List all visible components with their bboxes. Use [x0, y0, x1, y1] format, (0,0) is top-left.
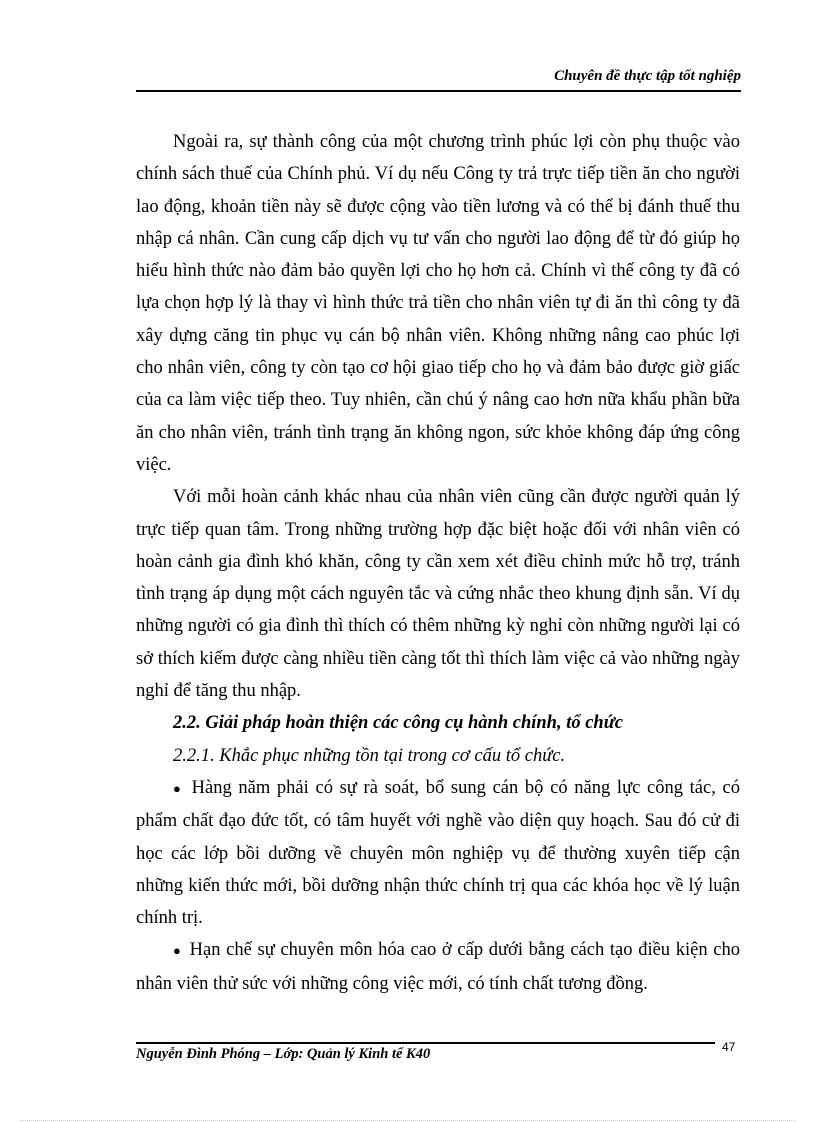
subsection-heading: 2.2.1. Khắc phục những tồn tại trong cơ cấu tổ chức.	[173, 745, 566, 766]
bullet-icon: ●	[173, 943, 182, 959]
bullet-icon: ●	[173, 780, 183, 796]
footer-divider	[136, 1042, 715, 1044]
header-title: Chuyên đề thực tập tốt nghiệp	[554, 68, 741, 84]
page-edge-divider	[20, 1120, 796, 1121]
paragraph-employee-circumstances: Với mỗi hoàn cảnh khác nhau của nhân viên cũng cần được người quản lý trực tiếp quan tâm. Trong những trường hợp đặc biệt hoặc đối với nhân viên có hoàn cảnh gia đình khó khăn, công ty cần xem xét điều chỉnh mức hỗ trợ, tránh tình trạng áp dụng một cách nguyên tắc và cứng nhắc theo khung định sẵn. Ví dụ những người có gia đình thì thích có thêm những kỳ nghỉ còn những người lại có sở thích kiếm được càng nhiều tiền càng tốt thì thích làm việc cả vào những ngày nghỉ để tăng thu nhập.	[136, 487, 740, 702]
page-number: 47	[722, 1040, 736, 1054]
bullet-text: Hàng năm phải có sự rà soát, bổ sung cán bộ có năng lực công tác, có phẩm chất đạo đức tốt, có tâm huyết với nghề vào diện quy hoạch. Sau đó cử đi học các lớp bồi dưỡng về chuyên môn nghiệp vụ để thường xuyên tiếp cận những kiến thức mới, bồi dưỡng nhận thức chính trị qua các khóa học về lý luận chính trị.	[136, 777, 740, 929]
bullet-item-review-staff	[136, 772, 740, 934]
footer-author: Nguyễn Đình Phóng – Lớp: Quản lý Kinh tế K40	[136, 1046, 431, 1062]
bullet-text: Hạn chế sự chuyên môn hóa cao ở cấp dưới bằng cách tạo điều kiện cho nhân viên thử sức với những công việc mới, có tính chất tương đồng.	[136, 940, 741, 994]
section-heading: 2.2. Giải pháp hoàn thiện các công cụ hành chính, tổ chức	[173, 713, 624, 734]
document-body	[136, 126, 740, 1000]
bullet-item-limit-specialization	[136, 934, 740, 1000]
paragraph-welfare-tax: Ngoài ra, sự thành công của một chương trình phúc lợi còn phụ thuộc vào chính sách thuế của Chính phủ. Ví dụ nếu Công ty trả trực tiếp tiền ăn cho người lao động, khoản tiền này sẽ được cộng vào tiền lương và có thể bị đánh thuế thu nhập cá nhân. Cần cung cấp dịch vụ tư vấn cho người lao động để từ đó giúp họ hiểu hình thức nào đảm bảo quyền lợi cho họ hơn cả. Chính vì thế công ty đã có lựa chọn hợp lý là thay vì hình thức trả tiền cho nhân viên tự đi ăn thì công ty đã xây dựng căng tin phục vụ cán bộ nhân viên. Không những nâng cao phúc lợi cho nhân viên, công ty còn tạo cơ hội giao tiếp cho họ và đảm bảo được giờ giấc của ca làm việc tiếp theo. Tuy nhiên, cần chú ý nâng cao hơn nữa khẩu phần bữa ăn cho nhân viên, tránh tình trạng ăn không ngon, sức khỏe không đáp ứng công việc.	[136, 132, 740, 475]
page-header	[136, 60, 741, 92]
